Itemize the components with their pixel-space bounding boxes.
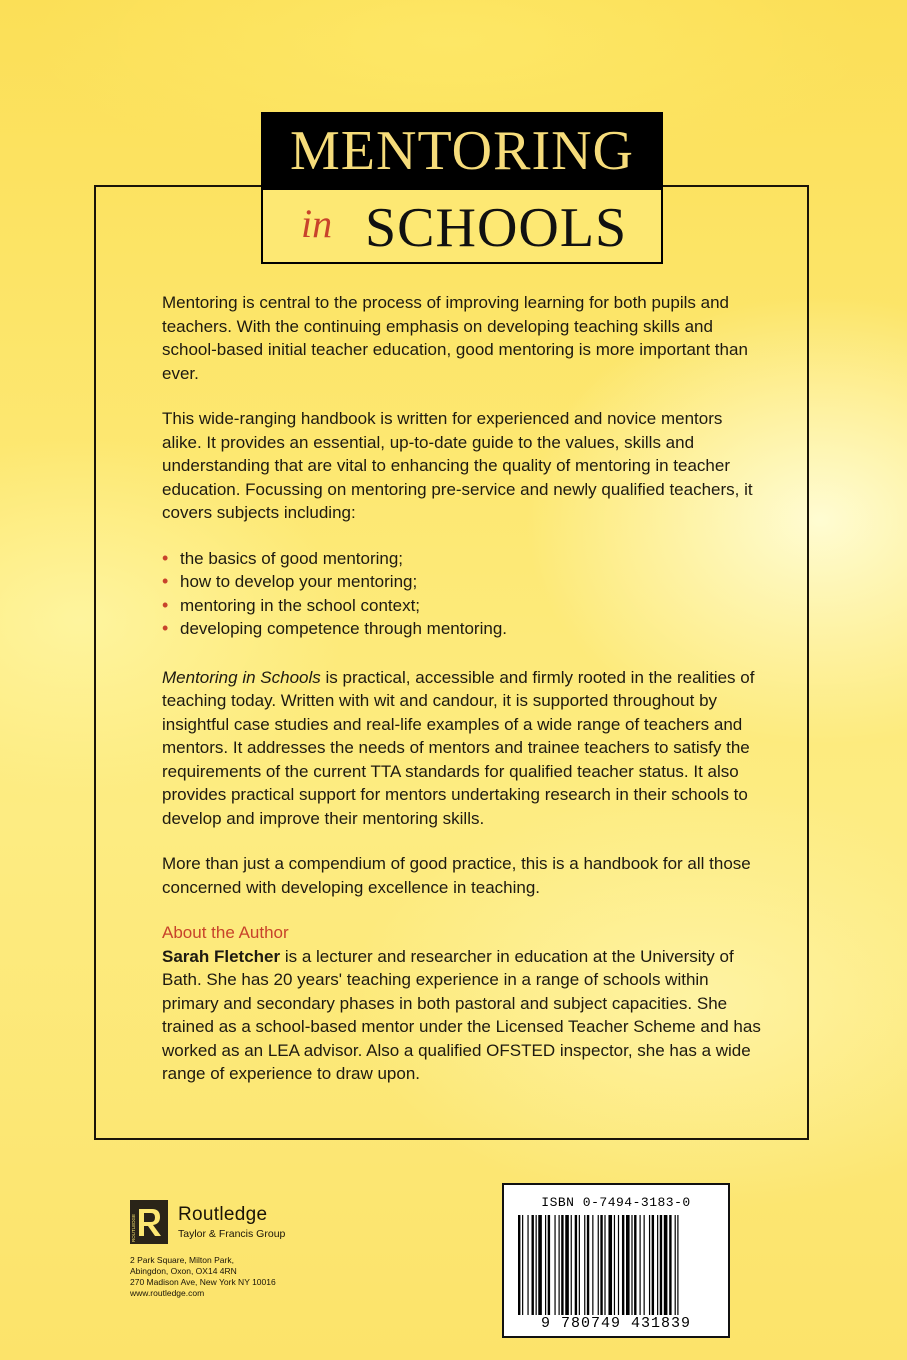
blurb	[162, 291, 762, 1108]
barcode-bar	[527, 1215, 528, 1315]
handbook-paragraph: This wide-ranging handbook is written for experienced and novice mentors alike. It provides an essential, up-to-date guide to the values, skills and understanding that are vital to enhancing the quality of mentoring in teacher education. Focussing on mentoring pre-service and newly qualified teachers, it covers subjects including:	[162, 409, 753, 522]
barcode-bar	[565, 1215, 569, 1315]
barcode-bar	[536, 1215, 537, 1315]
practical-text: is practical, accessible and firmly rooted in the realities of teaching today. Written with wit and candour, it is supported throughout by insightful case studies and real-life examples of a wide range of teachers and mentors. It addresses the needs of mentors and trainee teachers to satisfy the requirements of the current TTA standards for qualified teacher status. It also provides practical support for mentors undertaking research in their schools to develop and improve their mentoring skills.	[162, 667, 755, 828]
barcode-bar	[626, 1215, 630, 1315]
barcode-bar	[634, 1215, 636, 1315]
list-item: • the basics of good mentoring;	[162, 547, 762, 571]
barcode-bar	[669, 1215, 671, 1315]
barcode-bar	[640, 1215, 641, 1315]
author-name: Sarah Fletcher	[162, 946, 281, 966]
barcode-bar	[598, 1215, 599, 1315]
barcode-bar	[584, 1215, 585, 1315]
title-connector: in	[301, 201, 333, 246]
barcode-bar	[664, 1215, 668, 1315]
barcode-bar	[644, 1215, 645, 1315]
address-line: Abingdon, Oxon, OX14 4RN	[130, 1266, 237, 1276]
list-item: • developing competence through mentoring.	[162, 617, 762, 641]
barcode-bar	[652, 1215, 654, 1315]
barcode-bar	[545, 1215, 546, 1315]
book-title-reference: Mentoring in Schools	[162, 667, 321, 687]
barcode-bar	[548, 1215, 550, 1315]
barcode-bar	[660, 1215, 662, 1315]
publisher-website: www.routledge.com	[130, 1288, 205, 1298]
isbn-label: ISBN 0-7494-3183-0	[541, 1195, 691, 1210]
list-item: • mentoring in the school context;	[162, 594, 762, 618]
logo-vertical-text: ROUTLEDGE	[131, 1213, 136, 1242]
publisher-name: Routledge	[178, 1204, 268, 1225]
title-bottom-panel	[261, 188, 663, 264]
publisher-group: Taylor & Francis Group	[178, 1228, 286, 1240]
barcode-bar	[522, 1215, 523, 1315]
author-bio	[162, 945, 762, 1086]
book-title	[261, 112, 663, 262]
barcode-bar	[604, 1215, 605, 1315]
barcode-bar	[657, 1215, 658, 1315]
barcode-bar	[559, 1215, 560, 1315]
barcode-bar	[561, 1215, 563, 1315]
publisher-logo	[130, 1200, 330, 1245]
publisher-address	[130, 1255, 350, 1299]
title-line1: MENTORING	[290, 120, 634, 182]
subjects-list	[162, 547, 762, 641]
barcode-bar	[618, 1215, 619, 1315]
barcode-bar	[622, 1215, 624, 1315]
title-top-panel	[261, 112, 663, 188]
barcode-bar	[532, 1215, 534, 1315]
barcode-bar	[649, 1215, 650, 1315]
barcode-bar	[554, 1215, 555, 1315]
barcode-digits: 9 780749 431839	[540, 1315, 692, 1332]
barcode-bars	[516, 1215, 716, 1315]
barcode-bar	[592, 1215, 593, 1315]
barcode-bar	[600, 1215, 602, 1315]
barcode-bar	[677, 1215, 678, 1315]
address-line: 2 Park Square, Milton Park,	[130, 1255, 234, 1265]
barcode-bar	[538, 1215, 542, 1315]
barcode-bar	[614, 1215, 615, 1315]
author-bio-text: is a lecturer and researcher in education at the University of Bath. She has 20 years' teaching experience in a range of schools within primary and secondary phases in both pastoral and subject capacities. She trained as a school-based mentor under the Licensed Teacher Scheme and has worked as an LEA advisor. Also a qualified OFSTED inspector, she has a wide range of experience to draw upon.	[162, 946, 761, 1083]
closing-paragraph: More than just a compendium of good practice, this is a handbook for all those concerned with developing excellence in teaching.	[162, 854, 751, 897]
title-line2: SCHOOLS	[365, 197, 628, 259]
barcode-bar	[518, 1215, 520, 1315]
about-author-heading: About the Author	[162, 923, 289, 942]
barcode-bar	[675, 1215, 676, 1315]
practical-paragraph	[162, 666, 762, 831]
list-item: • how to develop your mentoring;	[162, 570, 762, 594]
barcode-bar	[575, 1215, 577, 1315]
barcode-bar	[631, 1215, 632, 1315]
routledge-logo-icon	[130, 1200, 168, 1244]
barcode-box	[502, 1183, 730, 1338]
address-line: 270 Madison Ave, New York NY 10016	[130, 1277, 276, 1287]
barcode-bar	[608, 1215, 612, 1315]
intro-paragraph: Mentoring is central to the process of improving learning for both pupils and teachers. With the continuing emphasis on developing teaching skills and school-based initial teacher education, good mentoring is more important than ever.	[162, 293, 748, 383]
barcode-bar	[579, 1215, 580, 1315]
barcode-bar	[587, 1215, 589, 1315]
barcode-bar	[571, 1215, 572, 1315]
